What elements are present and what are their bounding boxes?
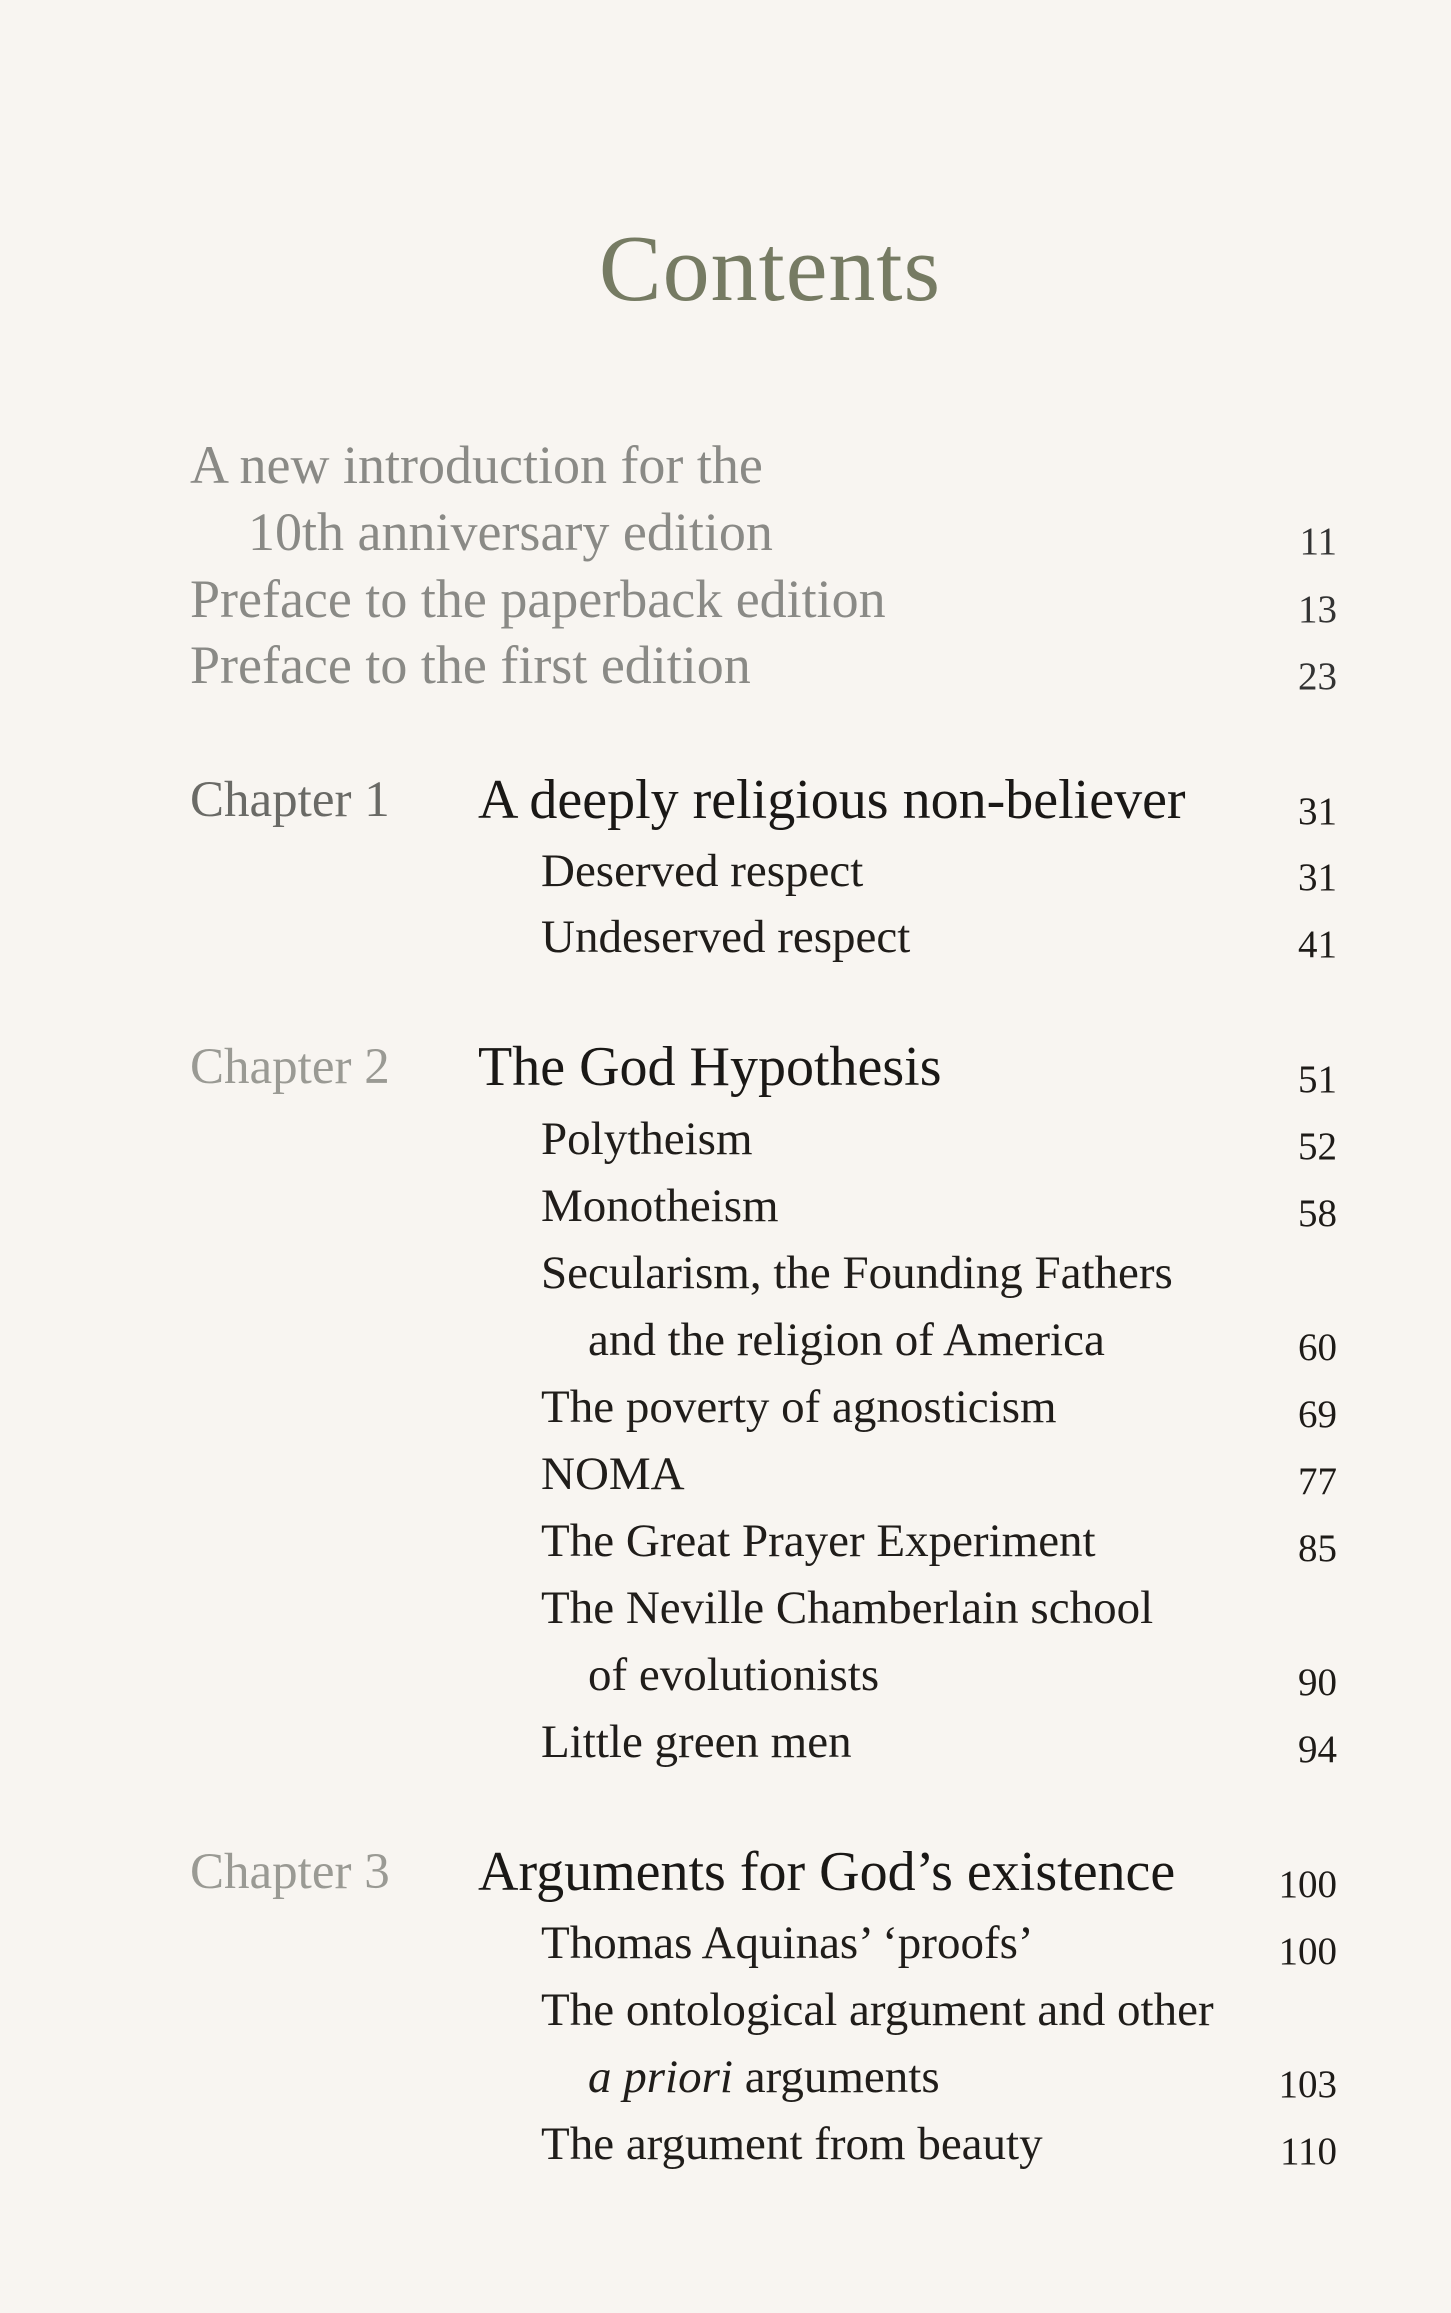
front-matter-title: Preface to the paperback edition <box>190 569 886 629</box>
section-title-continuation: of evolutionists <box>588 1649 880 1701</box>
page-number: 100 <box>1278 1863 1337 1906</box>
page-number: 110 <box>1279 2130 1337 2173</box>
section-title: Secularism, the Founding Fathers <box>541 1247 1173 1299</box>
page-number: 51 <box>1298 1058 1337 1101</box>
page-number: 41 <box>1298 923 1337 966</box>
page-number: 58 <box>1298 1192 1337 1235</box>
chapter-label: Chapter 3 <box>190 1844 390 1900</box>
section-title: Undeserved respect <box>541 911 911 963</box>
page-number: 52 <box>1298 1125 1337 1168</box>
continuation-text: arguments <box>732 2051 940 2103</box>
page-number: 85 <box>1298 1527 1337 1570</box>
page-number: 31 <box>1298 790 1337 833</box>
page-number: 69 <box>1298 1393 1337 1436</box>
page-number: 94 <box>1298 1728 1337 1771</box>
section-title: The argument from beauty <box>541 2118 1043 2170</box>
front-matter-title: Preface to the first edition <box>190 635 751 695</box>
page-number: 31 <box>1298 856 1337 899</box>
section-title: The Neville Chamberlain school <box>541 1582 1154 1634</box>
section-title: Thomas Aquinas’ ‘proofs’ <box>541 1917 1034 1969</box>
chapter-label: Chapter 2 <box>190 1039 390 1095</box>
section-title: The Great Prayer Experiment <box>541 1515 1096 1567</box>
front-matter-title: A new introduction for the <box>190 435 763 495</box>
section-title-continuation <box>588 2051 940 2103</box>
section-title: Monotheism <box>541 1180 779 1232</box>
page-number: 100 <box>1278 1930 1337 1973</box>
page-number: 103 <box>1278 2063 1337 2106</box>
section-title: Polytheism <box>541 1113 753 1165</box>
chapter-title: A deeply religious non-believer <box>478 769 1186 831</box>
section-title: The poverty of agnosticism <box>541 1381 1057 1433</box>
page-number: 60 <box>1298 1326 1337 1369</box>
page-title: Contents <box>598 217 942 321</box>
section-title: NOMA <box>541 1448 685 1500</box>
section-title-continuation: and the religion of America <box>588 1314 1105 1366</box>
section-title: Little green men <box>541 1716 852 1768</box>
page-number: 77 <box>1298 1460 1337 1503</box>
page-number: 90 <box>1298 1661 1337 1704</box>
page-number: 23 <box>1298 655 1337 698</box>
chapter-title: The God Hypothesis <box>478 1036 942 1098</box>
page-number: 11 <box>1299 520 1337 563</box>
section-title: Deserved respect <box>541 845 864 897</box>
section-title: The ontological argument and other <box>541 1984 1214 2036</box>
chapter-label: Chapter 1 <box>190 772 390 828</box>
chapter-title: Arguments for God’s existence <box>478 1841 1176 1903</box>
page-number: 13 <box>1298 588 1337 631</box>
italic-term: a priori <box>588 2051 733 2103</box>
front-matter-title-continuation: 10th anniversary edition <box>248 502 773 562</box>
